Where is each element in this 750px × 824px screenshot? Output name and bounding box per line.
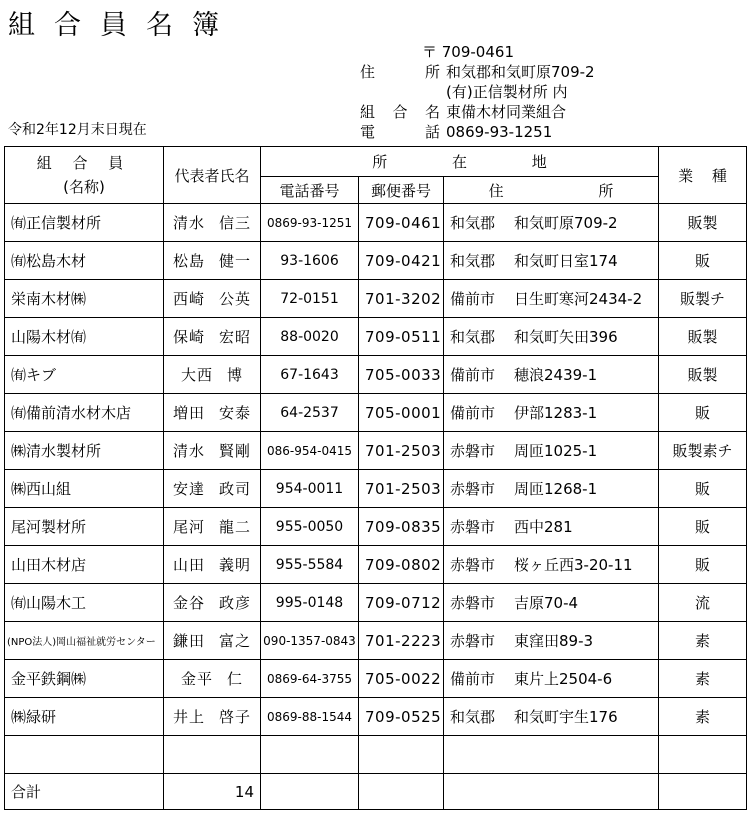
business-type: 販 [659,470,747,508]
org-label: 組 合 名 [360,103,440,121]
phone-number: 955-0050 [261,508,359,546]
business-type: 販製 [659,318,747,356]
address-street: 和気町日室174 [514,252,618,270]
phone-number: 995-0148 [261,584,359,622]
member-name: ㈱西山組 [5,470,164,508]
representative [164,660,261,698]
rep-given-name: 賢剛 [219,442,252,460]
rep-family-name: 金平 [180,670,213,688]
business-type: 販製 [659,356,747,394]
representative [164,432,261,470]
postal-code: 709-0802 [359,546,444,584]
postal-code: 〒 709-0461 [422,43,514,61]
table-row [5,432,747,470]
col-location: 所 在 地 [261,147,659,177]
phone-number: 72-0151 [261,280,359,318]
phone-label: 電 話 [360,123,440,141]
representative [164,508,261,546]
rep-family-name: 西崎 [172,290,205,308]
member-roster-table [4,146,747,810]
address-street: 周匝1268-1 [514,480,598,498]
rep-family-name: 安達 [172,480,205,498]
phone-number: 0869-88-1544 [261,698,359,736]
member-name: ㈲松島木材 [5,242,164,280]
address-street: 周匝1025-1 [514,442,598,460]
member-name: 山田木材店 [5,546,164,584]
address-city: 赤磐市 [450,632,496,650]
org-name: 東備木材同業組合 [446,103,567,121]
address-street: 和気町宇生176 [514,708,618,726]
address-city: 赤磐市 [450,594,496,612]
address-line-2: (有)正信製材所 内 [446,83,568,101]
phone-number: 93-1606 [261,242,359,280]
table-row [5,660,747,698]
total-count: 14 [164,774,261,810]
rep-given-name: 健一 [219,252,252,270]
address [444,394,659,432]
business-type: 販 [659,508,747,546]
table-row [5,584,747,622]
address-city: 備前市 [450,366,496,384]
rep-given-name: 義明 [219,556,252,574]
address [444,242,659,280]
table-row [5,356,747,394]
representative [164,698,261,736]
rep-given-name: 啓子 [219,708,252,726]
phone-number: 955-5584 [261,546,359,584]
member-name: 尾河製材所 [5,508,164,546]
rep-family-name: 松島 [172,252,205,270]
rep-given-name: 安泰 [219,404,252,422]
rep-family-name: 金谷 [172,594,205,612]
address-street: 東片上2504-6 [514,670,613,688]
address-street: 和気町原709-2 [514,214,618,232]
member-name: ㈲正信製材所 [5,204,164,242]
member-name: 山陽木材㈲ [5,318,164,356]
phone-number: 954-0011 [261,470,359,508]
as-of-date: 令和2年12月末日現在 [8,122,147,138]
total-row [5,774,747,810]
postal-code: 709-0712 [359,584,444,622]
address [444,470,659,508]
member-name: ㈲備前清水材木店 [5,394,164,432]
address-street: 伊部1283-1 [514,404,598,422]
address-street: 西中281 [514,518,573,536]
address [444,280,659,318]
phone-number: 0869-64-3755 [261,660,359,698]
postal-code: 709-0835 [359,508,444,546]
address-city: 赤磐市 [450,556,496,574]
representative [164,584,261,622]
table-row [5,394,747,432]
member-name: ㈲キブ [5,356,164,394]
member-name: ㈱緑研 [5,698,164,736]
member-name: ㈲山陽木工 [5,584,164,622]
representative [164,280,261,318]
table-row [5,508,747,546]
business-type: 販 [659,546,747,584]
member-name: 金平鉄鋼㈱ [5,660,164,698]
postal-code: 701-3202 [359,280,444,318]
address [444,698,659,736]
member-name: ㈱清水製材所 [5,432,164,470]
col-postal: 郵便番号 [359,177,444,204]
representative [164,622,261,660]
address-label: 住 所 [360,63,440,81]
address-street: 日生町寒河2434-2 [514,290,643,308]
postal-code: 709-0511 [359,318,444,356]
col-member-line1: 組 合 員 [36,154,132,172]
blank-row [5,736,747,774]
table-row [5,318,747,356]
col-representative: 代表者氏名 [164,147,261,204]
address [444,432,659,470]
rep-given-name: 仁 [227,670,244,688]
postal-code: 705-0001 [359,394,444,432]
representative [164,204,261,242]
rep-family-name: 尾河 [172,518,205,536]
table-row [5,242,747,280]
business-type: 素 [659,698,747,736]
phone-number: 086-954-0415 [261,432,359,470]
postal-code: 701-2503 [359,432,444,470]
address-street: 吉原70-4 [514,594,579,612]
address-city: 備前市 [450,404,496,422]
address [444,584,659,622]
rep-family-name: 保崎 [172,328,205,346]
representative [164,356,261,394]
rep-given-name: 政彦 [219,594,252,612]
address-city: 備前市 [450,670,496,688]
phone-number: 67-1643 [261,356,359,394]
business-type: 流 [659,584,747,622]
address-street: 和気町矢田396 [514,328,618,346]
business-type: 素 [659,622,747,660]
rep-given-name: 信三 [219,214,252,232]
table-row [5,280,747,318]
rep-family-name: 井上 [172,708,205,726]
phone-number: 090-1357-0843 [261,622,359,660]
org-phone: 0869-93-1251 [446,123,553,141]
business-type: 販製チ [659,280,747,318]
address-city: 和気郡 [450,328,496,346]
business-type: 販 [659,242,747,280]
postal-code: 701-2503 [359,470,444,508]
address-city: 和気郡 [450,252,496,270]
rep-given-name: 宏昭 [219,328,252,346]
phone-number: 88-0020 [261,318,359,356]
rep-given-name: 博 [227,366,244,384]
business-type: 販 [659,394,747,432]
col-member [5,147,164,204]
representative [164,470,261,508]
table-row [5,204,747,242]
table-row [5,470,747,508]
address [444,356,659,394]
address-city: 備前市 [450,290,496,308]
address [444,622,659,660]
postal-code: 709-0421 [359,242,444,280]
col-business: 業 種 [659,147,747,204]
rep-family-name: 大西 [180,366,213,384]
phone-number: 64-2537 [261,394,359,432]
rep-given-name: 公英 [219,290,252,308]
address [444,546,659,584]
representative [164,318,261,356]
address-city: 赤磐市 [450,518,496,536]
address [444,318,659,356]
member-name: 栄南木材㈱ [5,280,164,318]
postal-code: 701-2223 [359,622,444,660]
address [444,204,659,242]
address-city: 和気郡 [450,708,496,726]
representative [164,546,261,584]
total-label: 合計 [5,774,164,810]
rep-given-name: 富之 [219,632,252,650]
rep-family-name: 増田 [172,404,205,422]
rep-given-name: 政司 [219,480,252,498]
rep-given-name: 龍二 [219,518,252,536]
address-street: 穂浪2439-1 [514,366,598,384]
address-city: 和気郡 [450,214,496,232]
representative [164,394,261,432]
page-title: 組合員名簿 [8,10,238,41]
rep-family-name: 山田 [172,556,205,574]
col-member-line2: (名称) [63,178,105,196]
address-street: 東窪田89-3 [514,632,594,650]
address-line-1: 和気郡和気町原709-2 [446,63,595,81]
phone-number: 0869-93-1251 [261,204,359,242]
rep-family-name: 鎌田 [172,632,205,650]
col-address: 住 所 [444,177,659,204]
postal-code: 705-0033 [359,356,444,394]
postal-code: 709-0461 [359,204,444,242]
rep-family-name: 清水 [172,442,205,460]
rep-family-name: 清水 [172,214,205,232]
col-phone: 電話番号 [261,177,359,204]
table-row [5,698,747,736]
business-type: 販製 [659,204,747,242]
postal-code: 709-0525 [359,698,444,736]
address [444,660,659,698]
address [444,508,659,546]
address-city: 赤磐市 [450,480,496,498]
member-name: (NPO法人)岡山福祉就労センター [5,622,164,660]
address-street: 桜ヶ丘西3-20-11 [514,556,633,574]
business-type: 素 [659,660,747,698]
representative [164,242,261,280]
address-city: 赤磐市 [450,442,496,460]
table-row [5,622,747,660]
postal-code: 705-0022 [359,660,444,698]
business-type: 販製素チ [659,432,747,470]
table-row [5,546,747,584]
